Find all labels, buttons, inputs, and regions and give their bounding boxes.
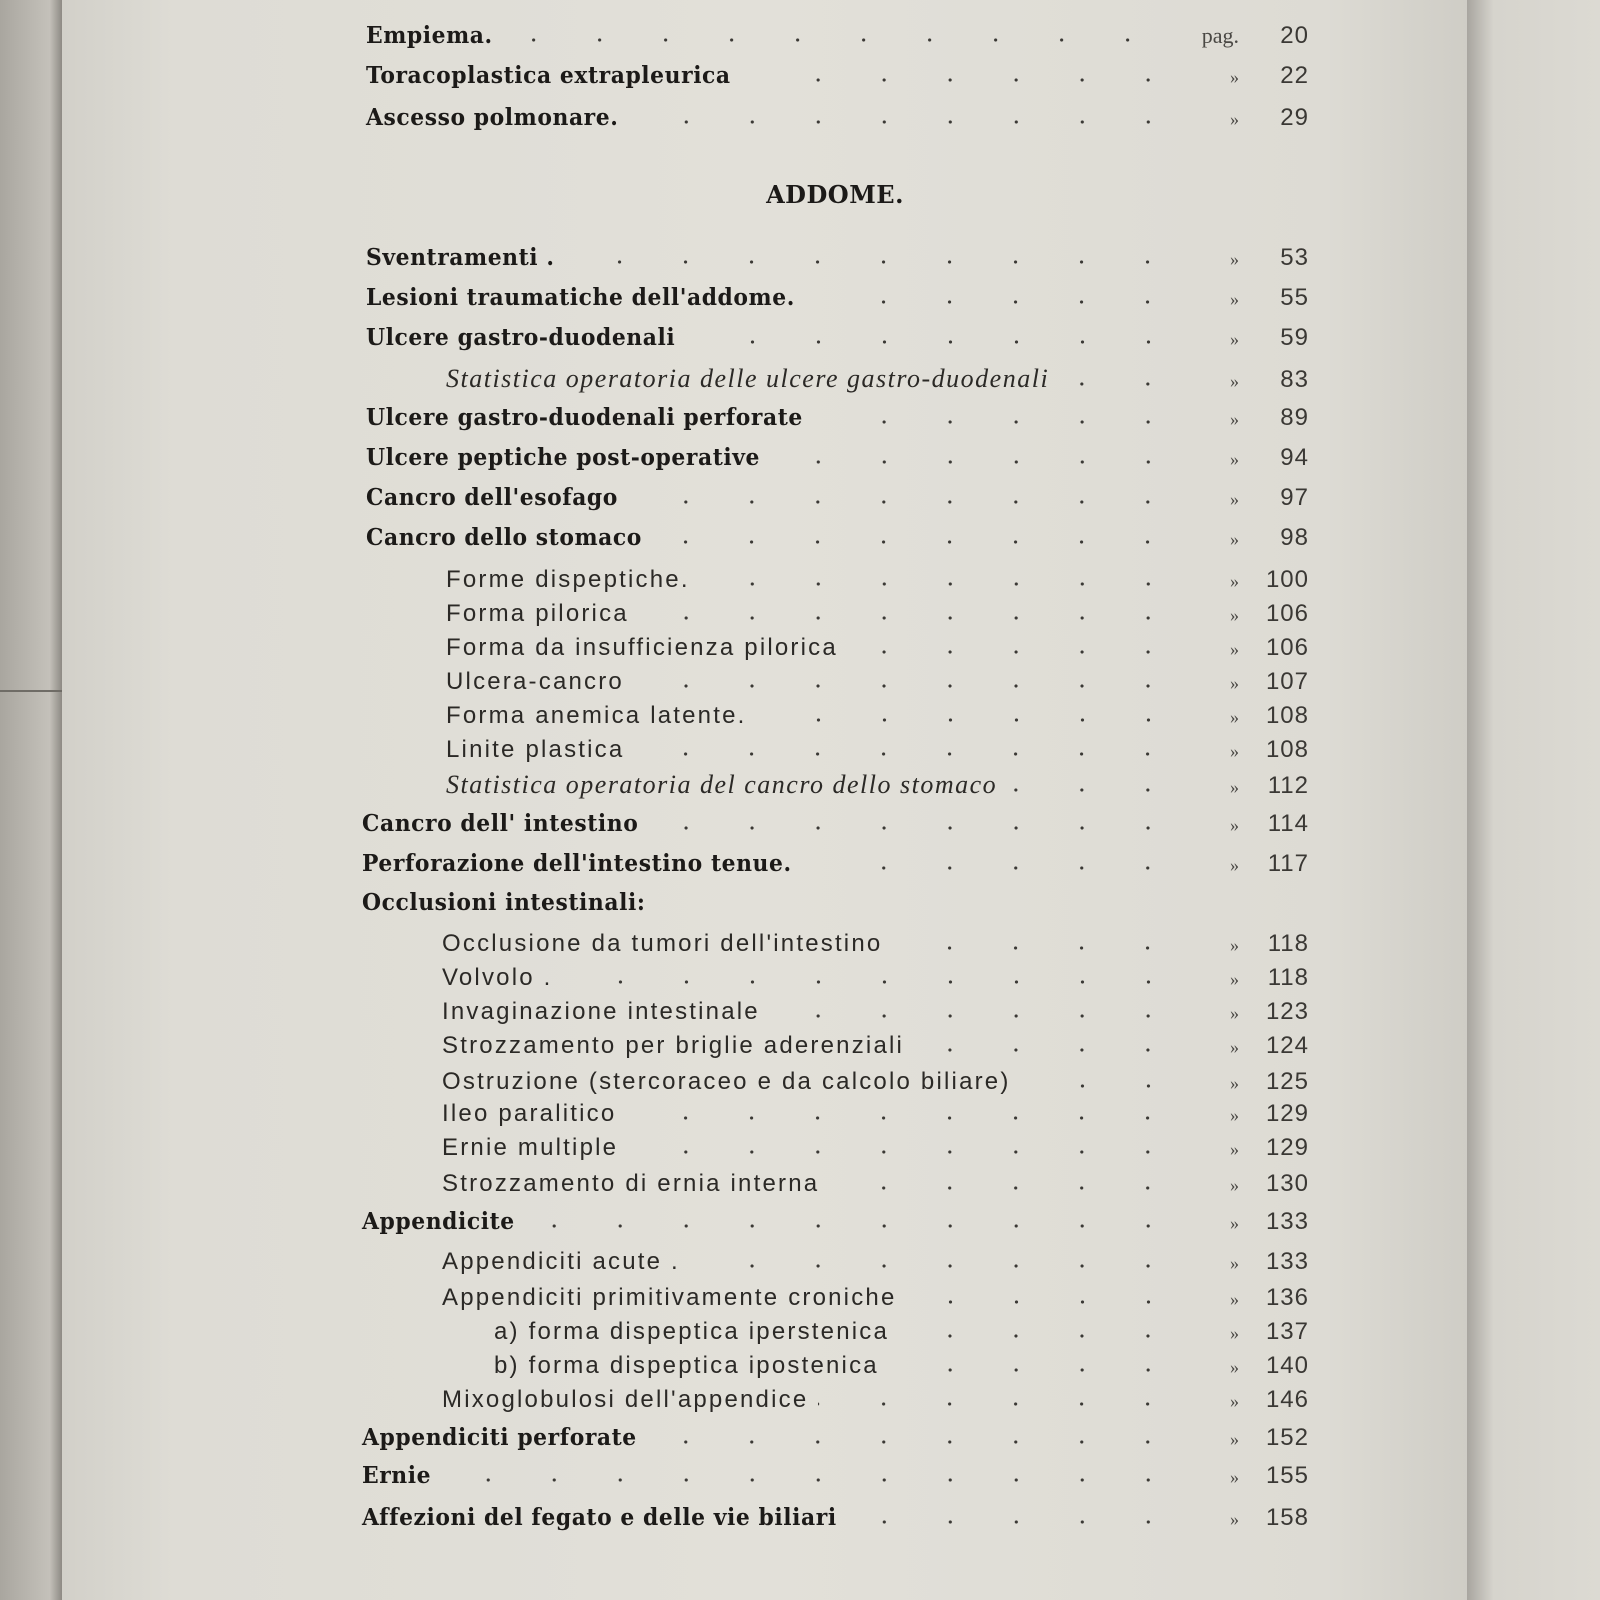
page-ditto-mark: » [1230, 489, 1239, 509]
dot-leader [848, 649, 1181, 655]
toc-entry-title: Mixoglobulosi dell'appendice [442, 1386, 809, 1413]
toc-entry-title: Strozzamento per briglie aderenziali [442, 1032, 905, 1059]
dot-leader [666, 539, 1181, 545]
toc-entry [494, 1352, 1309, 1380]
toc-entry-title: Forma da insufficienza pilorica [446, 634, 838, 661]
toc-entry-title: Ernie [362, 1462, 432, 1489]
toc-entry-title: Linite plastica [446, 736, 625, 763]
toc-entry [442, 1284, 1309, 1312]
toc-entry-page-number: 53 [1280, 244, 1309, 271]
toc-entry-title: Strozzamento di ernia interna [442, 1170, 820, 1197]
dot-leader [626, 1115, 1181, 1121]
toc-entry-page-number: 114 [1267, 810, 1309, 837]
toc-entry [366, 284, 1309, 312]
toc-entry [446, 600, 1309, 628]
dot-leader [791, 459, 1181, 465]
toc-entry-title: Ernie multiple [442, 1134, 619, 1161]
toc-entry-page-number: 137 [1265, 1318, 1309, 1345]
page-fold-line [0, 690, 62, 692]
page-ditto-mark: » [1230, 109, 1239, 129]
dot-leader [634, 751, 1181, 757]
toc-entry [362, 810, 1309, 838]
toc-entry-page-number: 140 [1265, 1352, 1309, 1379]
dot-leader [757, 717, 1181, 723]
toc-entry-page-number: 118 [1267, 930, 1309, 957]
toc-entry-page-number: 100 [1265, 566, 1309, 593]
toc-entry-page-number: 106 [1265, 600, 1309, 627]
page-ditto-mark: » [1230, 639, 1239, 659]
toc-entry-page-number: 108 [1265, 736, 1309, 763]
toc-entry [446, 364, 1309, 394]
dot-leader [641, 499, 1181, 505]
dot-leader [533, 1223, 1181, 1229]
page-ditto-mark: » [1230, 855, 1239, 875]
toc-entry-page-number: 112 [1267, 772, 1309, 799]
page-ditto-mark: » [1230, 1467, 1239, 1487]
toc-entry-title: Sventramenti . [366, 244, 555, 271]
dot-leader [760, 77, 1181, 83]
dot-leader [702, 339, 1181, 345]
page-ditto-mark: » [1230, 67, 1239, 87]
toc-entry-title: Appendiciti acute . [442, 1248, 680, 1275]
page-ditto-mark: » [1230, 815, 1239, 835]
page-ditto-mark: » [1230, 605, 1239, 625]
page-ditto-mark: » [1230, 1429, 1239, 1449]
toc-entry-page-number: 133 [1265, 1248, 1309, 1275]
page-ditto-mark: » [1230, 777, 1239, 797]
toc-entry [362, 1504, 1309, 1532]
next-page-edge [1467, 0, 1600, 1600]
toc-entry-title: a) forma dispeptica iperstenica [494, 1318, 890, 1345]
toc-entry-title: Statistica operatoria del cancro dello stomaco [446, 770, 998, 799]
page-ditto-mark: » [1230, 1105, 1239, 1125]
toc-entry [366, 244, 1309, 272]
page-ditto-mark: » [1230, 249, 1239, 269]
dot-leader [1007, 787, 1181, 793]
toc-entry [446, 702, 1309, 730]
toc-entry [442, 964, 1309, 992]
toc-entry [442, 1170, 1309, 1198]
toc-entry-title: Forme dispeptiche. [446, 566, 690, 593]
page-ditto-mark: » [1230, 1003, 1239, 1023]
toc-entry [442, 1386, 1309, 1414]
toc-entry-title: Ulcere gastro-duodenali perforate [366, 404, 803, 431]
toc-entry-title: Perforazione dell'intestino tenue. [362, 850, 792, 877]
dot-leader [661, 1439, 1181, 1445]
toc-entry [446, 770, 1309, 800]
toc-entry [366, 324, 1309, 352]
toc-entry-title: Ulcere peptiche post-operative [366, 444, 760, 471]
dot-leader [836, 419, 1181, 425]
toc-entry-title: Volvolo . [442, 964, 553, 991]
dot-leader [907, 1299, 1181, 1305]
dot-leader [700, 581, 1181, 587]
toc-entry-title: Appendiciti perforate [362, 1424, 637, 1451]
toc-entry-page-number: 59 [1280, 324, 1309, 351]
toc-entry-title: Occlusione da tumori dell'intestino [442, 930, 883, 957]
dot-leader [642, 119, 1181, 125]
dot-leader [1021, 1083, 1181, 1089]
toc-entry-title: Ileo paralitico [442, 1100, 617, 1127]
toc-entry-page-number: 118 [1267, 964, 1309, 991]
page-ditto-mark: » [1230, 707, 1239, 727]
dot-leader [639, 615, 1181, 621]
toc-entry-page-number: 152 [1265, 1424, 1309, 1451]
toc-entry-title: Appendiciti primitivamente croniche [442, 1284, 897, 1311]
toc-entry [442, 930, 1309, 958]
toc-entry [366, 484, 1309, 512]
toc-entry [446, 634, 1309, 662]
page-ditto-mark: » [1230, 1213, 1239, 1233]
toc-entry [366, 524, 1309, 552]
page-ditto-mark: » [1230, 969, 1239, 989]
page-ditto-mark: » [1230, 1509, 1239, 1529]
toc-entry-page-number: 130 [1265, 1170, 1309, 1197]
page-ditto-mark: » [1230, 289, 1239, 309]
toc-entry-page-number: 117 [1267, 850, 1309, 877]
dot-leader [914, 1047, 1181, 1053]
toc-entry [366, 444, 1309, 472]
toc-entry-title: Empiema. [366, 22, 493, 49]
toc-entry-title: Affezioni del fegato e delle vie biliari [362, 1504, 837, 1531]
toc-entry-title: Ulcera-cancro [446, 668, 624, 695]
page-ditto-mark: pag. [1201, 23, 1239, 48]
toc-entry-page-number: 89 [1280, 404, 1309, 431]
toc-entry-title: Cancro dell'esofago [366, 484, 618, 511]
toc-entry [362, 1462, 1309, 1490]
dot-leader [872, 1519, 1181, 1525]
toc-entry-title: Ascesso polmonare. [366, 104, 619, 131]
page-ditto-mark: » [1230, 329, 1239, 349]
page-ditto-mark: » [1230, 1253, 1239, 1273]
page-ditto-mark: » [1230, 1175, 1239, 1195]
toc-entry-page-number: 106 [1265, 634, 1309, 661]
toc-entry [446, 566, 1309, 594]
toc-entry-page-number: 136 [1265, 1284, 1309, 1311]
toc-entry [494, 1318, 1309, 1346]
dot-leader [770, 1013, 1181, 1019]
dot-leader [827, 299, 1181, 305]
toc-entry-page-number: 22 [1280, 62, 1309, 89]
toc-entry-title: Statistica operatoria delle ulcere gastro-duodenali [446, 364, 1050, 393]
page-ditto-mark: » [1230, 741, 1239, 761]
toc-entry-page-number: 29 [1280, 104, 1309, 131]
toc-entry-page-number: 97 [1280, 484, 1309, 511]
page-ditto-mark: » [1230, 1139, 1239, 1159]
toc-entry [442, 1248, 1309, 1276]
toc-entry-page-number: 83 [1280, 366, 1309, 393]
toc-entry-title: Ostruzione (stercoraceo e da calcolo biliare) [442, 1068, 1011, 1095]
toc-entry [366, 404, 1309, 432]
toc-entry-page-number: 94 [1280, 444, 1309, 471]
dot-leader [829, 1185, 1181, 1191]
toc-entry-title: Forma pilorica [446, 600, 629, 627]
page-ditto-mark: » [1230, 1073, 1239, 1093]
dot-leader [509, 37, 1161, 43]
previous-page-edge [0, 0, 62, 1600]
dot-leader [563, 979, 1181, 985]
toc-entry-title: Occlusioni intestinali: [362, 889, 646, 916]
toc-entry-page-number: 158 [1265, 1504, 1309, 1531]
dot-leader [889, 1367, 1181, 1373]
toc-entry-page-number: 124 [1265, 1032, 1309, 1059]
page-ditto-mark: » [1230, 1323, 1239, 1343]
toc-entry-page-number: 98 [1280, 524, 1309, 551]
toc-entry [442, 1068, 1309, 1096]
page-ditto-mark: » [1230, 673, 1239, 693]
dot-leader [574, 259, 1181, 265]
page-ditto-mark: » [1230, 449, 1239, 469]
page-ditto-mark: » [1230, 935, 1239, 955]
toc-entry [366, 22, 1309, 50]
toc-entry-page-number: 125 [1265, 1068, 1309, 1095]
toc-entry-page-number: 20 [1280, 22, 1309, 49]
toc-entry-page-number: 123 [1265, 998, 1309, 1025]
page-ditto-mark: » [1230, 1357, 1239, 1377]
dot-leader [824, 865, 1181, 871]
toc-entry [442, 1134, 1309, 1162]
page-ditto-mark: » [1230, 409, 1239, 429]
toc-entry [366, 62, 1309, 90]
dot-leader [1059, 381, 1181, 387]
section-heading: ADDOME. [766, 180, 904, 209]
toc-entry-title: Lesioni traumatiche dell'addome. [366, 284, 795, 311]
toc-entry [362, 850, 1309, 878]
dot-leader [818, 1401, 1181, 1407]
page-ditto-mark: » [1230, 529, 1239, 549]
toc-entry-title: Appendicite [362, 1208, 515, 1235]
dot-leader [892, 945, 1181, 951]
toc-entry-page-number: 129 [1265, 1100, 1309, 1127]
dot-leader [445, 1477, 1181, 1483]
dot-leader [663, 825, 1181, 831]
toc-entry-page-number: 133 [1265, 1208, 1309, 1235]
dot-leader [690, 1263, 1181, 1269]
dot-leader [628, 1149, 1181, 1155]
toc-entry-title: Toracoplastica extrapleurica [366, 62, 731, 89]
toc-entry [366, 104, 1309, 132]
toc-entry [362, 1208, 1309, 1236]
toc-entry [362, 889, 660, 916]
page-ditto-mark: » [1230, 371, 1239, 391]
page-ditto-mark: » [1230, 571, 1239, 591]
toc-entry-title: Ulcere gastro-duodenali [366, 324, 676, 351]
toc-entry [446, 668, 1309, 696]
toc-entry [442, 1100, 1309, 1128]
toc-entry-title: Cancro dell' intestino [362, 810, 639, 837]
toc-entry-title: Forma anemica latente. [446, 702, 747, 729]
toc-entry [442, 1032, 1309, 1060]
toc-entry-page-number: 107 [1265, 668, 1309, 695]
toc-entry-title: Cancro dello stomaco [366, 524, 642, 551]
toc-entry-title: b) forma dispeptica ipostenica [494, 1352, 879, 1379]
toc-entry-title: Invaginazione intestinale [442, 998, 760, 1025]
toc-entry-page-number: 55 [1280, 284, 1309, 311]
dot-leader [899, 1333, 1181, 1339]
toc-entry [446, 736, 1309, 764]
toc-entry-page-number: 108 [1265, 702, 1309, 729]
page-ditto-mark: » [1230, 1289, 1239, 1309]
toc-entry [442, 998, 1309, 1026]
page-ditto-mark: » [1230, 1037, 1239, 1057]
toc-entry-page-number: 155 [1265, 1462, 1309, 1489]
toc-entry-page-number: 146 [1265, 1386, 1309, 1413]
dot-leader [634, 683, 1181, 689]
toc-entry [362, 1424, 1309, 1452]
page-ditto-mark: » [1230, 1391, 1239, 1411]
toc-entry-page-number: 129 [1265, 1134, 1309, 1161]
